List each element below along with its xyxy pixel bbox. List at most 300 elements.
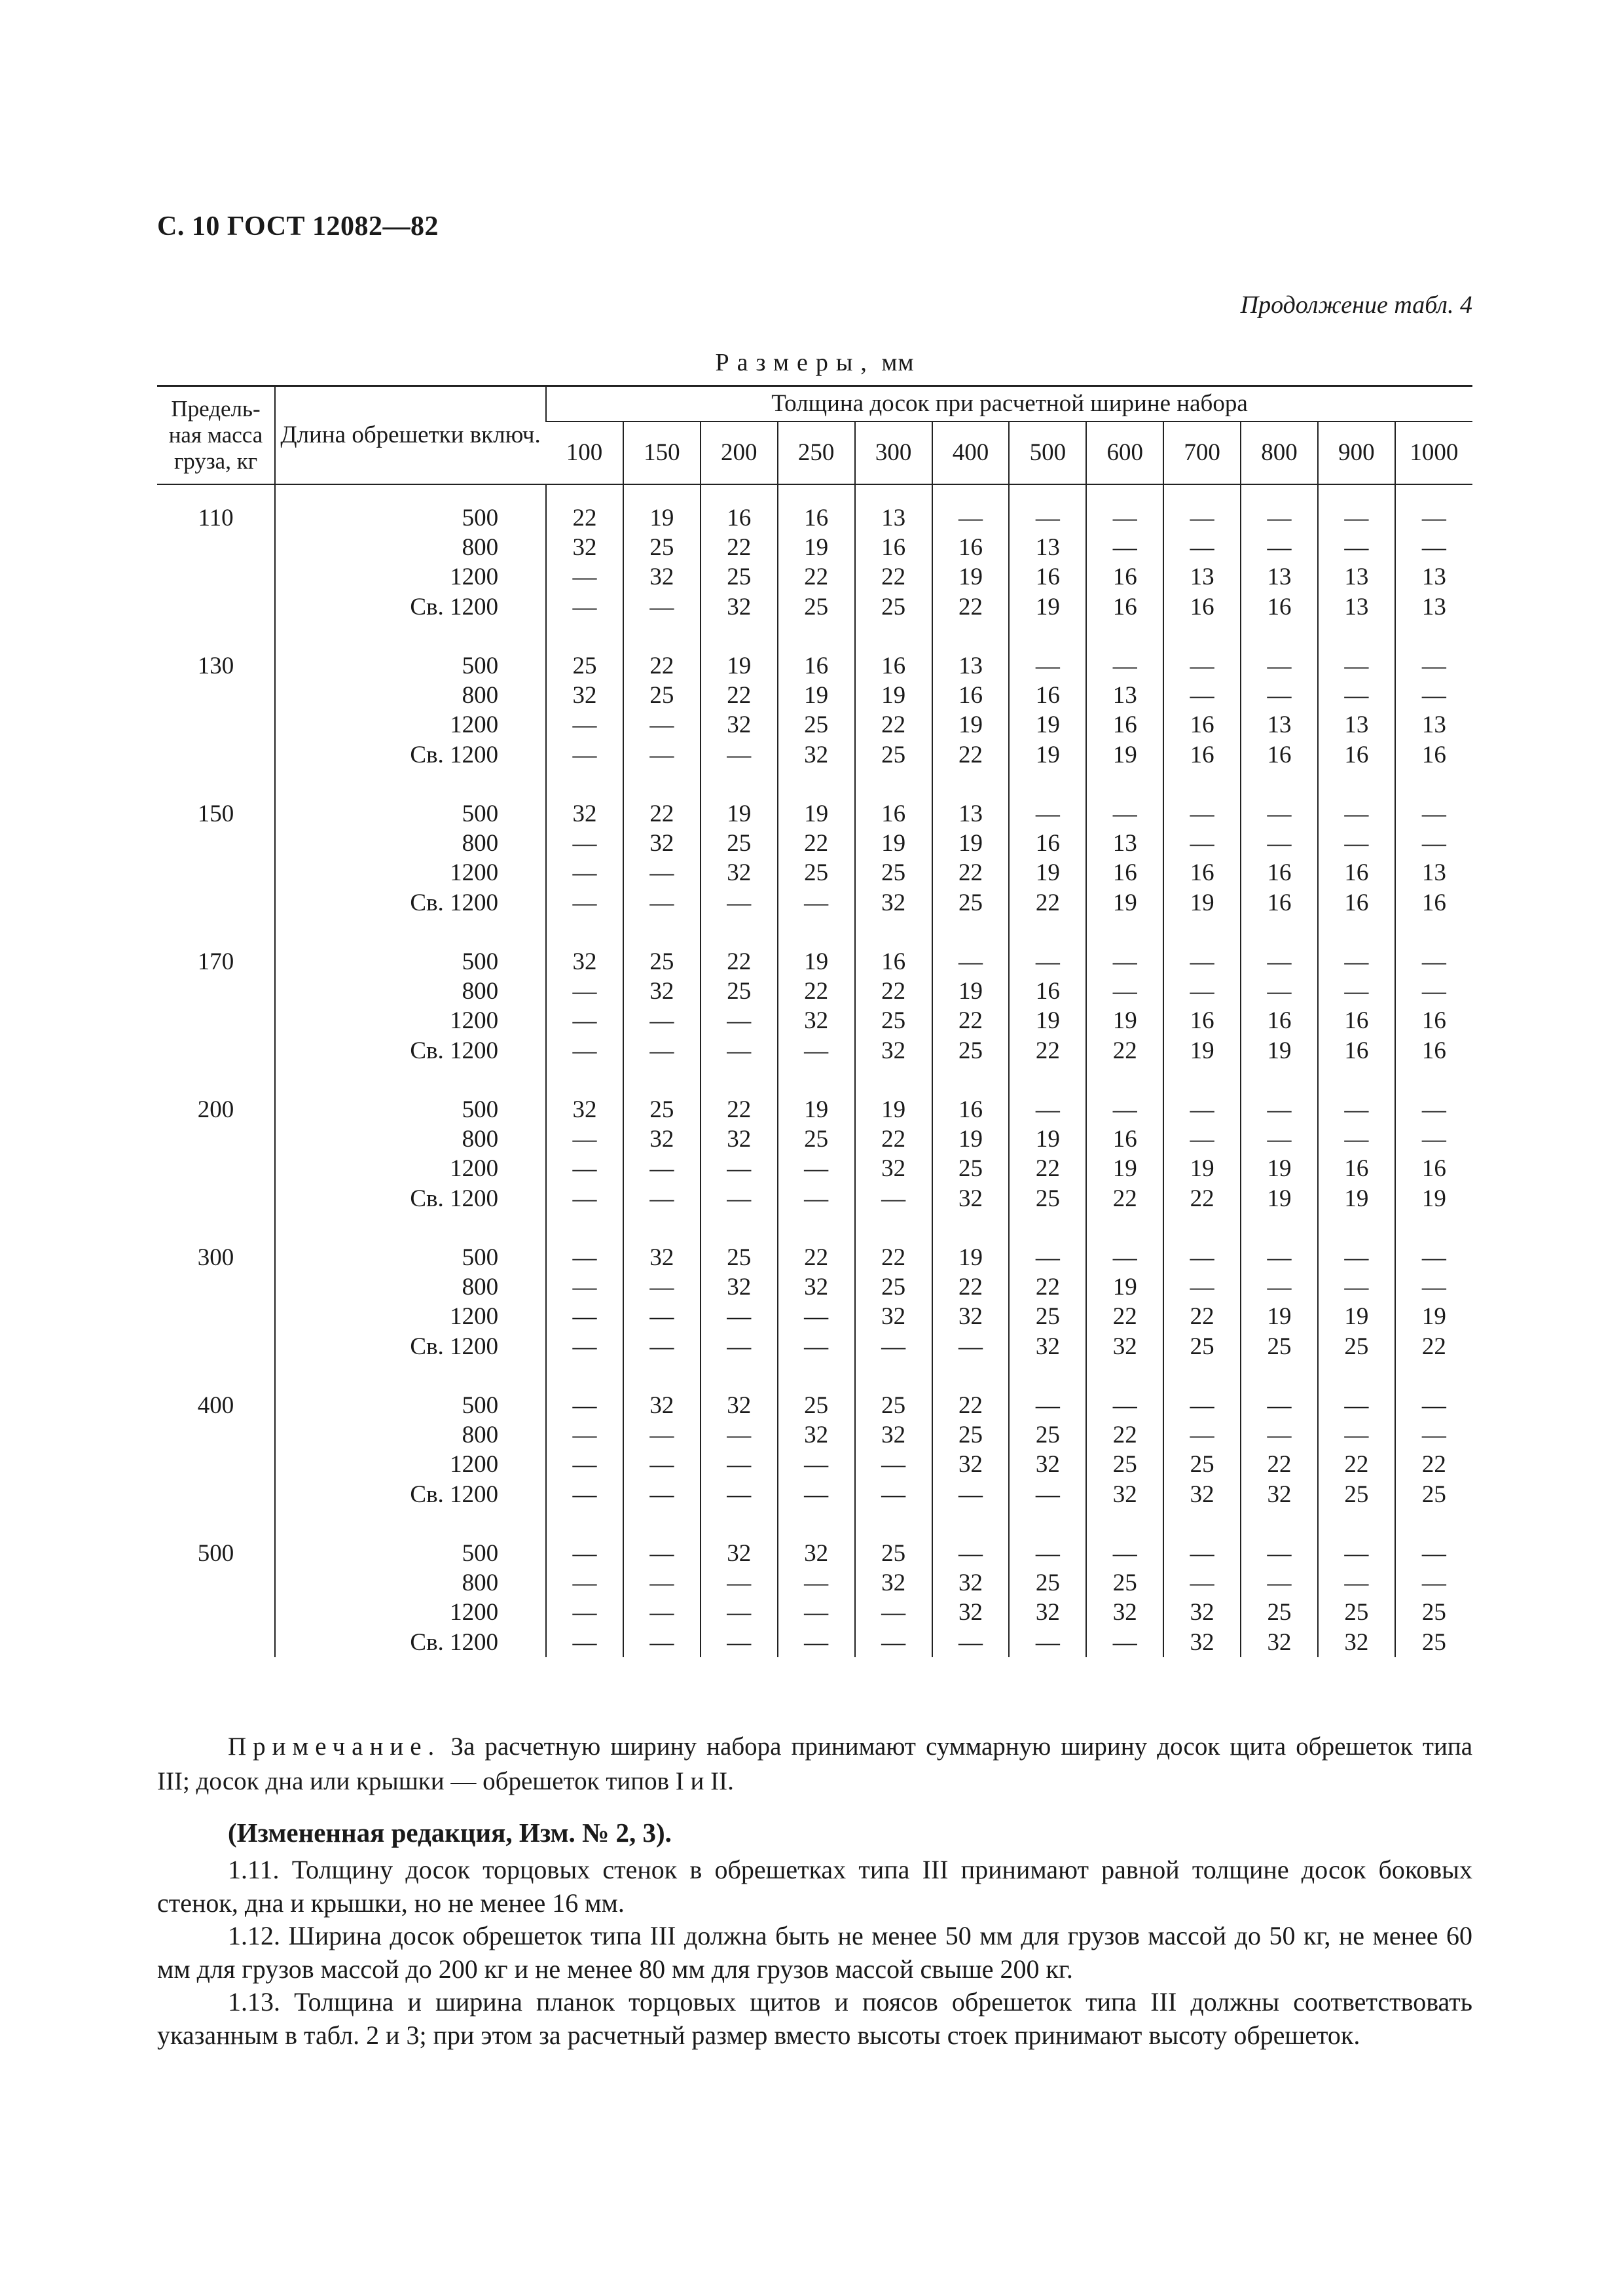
table-row <box>157 1006 1472 1035</box>
thickness-cell: — <box>1009 1243 1086 1272</box>
thickness-cell: 16 <box>1009 829 1086 858</box>
thickness-cell: 16 <box>932 681 1010 710</box>
length-cell: 800 <box>275 977 546 1006</box>
thickness-cell: 25 <box>1009 1302 1086 1331</box>
thickness-cell: — <box>778 1598 855 1627</box>
thickness-cell: 19 <box>932 977 1010 1006</box>
thickness-cell: 13 <box>1318 710 1395 740</box>
header-width-600: 600 <box>1086 422 1163 484</box>
thickness-cell: — <box>701 1568 778 1598</box>
thickness-cell: — <box>623 1450 701 1479</box>
table-row <box>157 1095 1472 1124</box>
thickness-cell: 16 <box>855 651 932 681</box>
thickness-cell: 16 <box>1086 1124 1163 1154</box>
header-length <box>275 386 546 485</box>
table-row <box>157 947 1472 977</box>
thickness-cell: 32 <box>778 1420 855 1450</box>
thickness-cell: — <box>1318 681 1395 710</box>
thickness-cell: — <box>1241 1391 1318 1420</box>
mass-cell <box>157 592 275 622</box>
length-cell: 800 <box>275 681 546 710</box>
thickness-cell: — <box>701 1450 778 1479</box>
thickness-cell: 32 <box>623 1391 701 1420</box>
thickness-cell: — <box>546 592 623 622</box>
thickness-cell: — <box>1009 947 1086 977</box>
thickness-cell: — <box>701 1598 778 1627</box>
mass-cell <box>157 829 275 858</box>
thickness-cell: 25 <box>932 888 1010 918</box>
thickness-cell: — <box>701 1420 778 1450</box>
thickness-cell: — <box>1241 651 1318 681</box>
thickness-cell: 16 <box>778 651 855 681</box>
thickness-cell: — <box>1241 1272 1318 1302</box>
spacer-row <box>157 1509 1472 1539</box>
thickness-cell: — <box>1395 1095 1472 1124</box>
thickness-cell: — <box>778 1628 855 1657</box>
thickness-cell: 25 <box>778 710 855 740</box>
thickness-cell: — <box>1395 1391 1472 1420</box>
thickness-cell: 19 <box>623 503 701 533</box>
thickness-cell: 32 <box>1241 1628 1318 1657</box>
thickness-cell: — <box>546 1302 623 1331</box>
length-cell: 1200 <box>275 1450 546 1479</box>
mass-cell <box>157 1272 275 1302</box>
table-units-label <box>157 348 1472 377</box>
thickness-cell: — <box>1009 799 1086 829</box>
thickness-cell: — <box>1163 681 1241 710</box>
thickness-cell: 22 <box>778 829 855 858</box>
length-cell: Св. 1200 <box>275 1332 546 1361</box>
thickness-cell: 13 <box>1086 829 1163 858</box>
thickness-cell: 19 <box>1086 1154 1163 1183</box>
mass-cell <box>157 1480 275 1509</box>
thickness-cell: 22 <box>546 503 623 533</box>
thickness-cell: — <box>1395 533 1472 562</box>
thickness-cell: 32 <box>701 592 778 622</box>
thickness-cell: — <box>1318 799 1395 829</box>
thickness-cell: — <box>623 1539 701 1568</box>
header-width-800: 800 <box>1241 422 1318 484</box>
spacer-row <box>157 1066 1472 1095</box>
header-width-1000: 1000 <box>1395 422 1472 484</box>
note-label: Примечание. <box>228 1732 441 1761</box>
thickness-cell: 32 <box>701 710 778 740</box>
thickness-cell: 16 <box>855 799 932 829</box>
thickness-cell: 32 <box>701 858 778 888</box>
thickness-cell: — <box>1318 503 1395 533</box>
thickness-cell: 19 <box>1395 1184 1472 1213</box>
length-cell: 1200 <box>275 1598 546 1627</box>
thickness-cell: 16 <box>1395 1154 1472 1183</box>
thickness-cell: — <box>623 1272 701 1302</box>
thickness-cell: 32 <box>1086 1332 1163 1361</box>
mass-cell: 200 <box>197 1096 234 1123</box>
thickness-cell: — <box>546 710 623 740</box>
thickness-cell: 16 <box>1163 740 1241 770</box>
thickness-cell: 19 <box>1395 1302 1472 1331</box>
length-cell: 800 <box>275 829 546 858</box>
thickness-cell: 25 <box>623 533 701 562</box>
spacer-row <box>157 1213 1472 1243</box>
thickness-cell: — <box>1241 533 1318 562</box>
thickness-cell: — <box>1395 829 1472 858</box>
thickness-cell: 19 <box>1163 888 1241 918</box>
thickness-cell: — <box>932 503 1010 533</box>
thickness-cell: — <box>1395 1243 1472 1272</box>
thickness-cell: — <box>1009 1628 1086 1657</box>
thickness-cell: — <box>1163 1272 1241 1302</box>
thickness-cell: 25 <box>1395 1628 1472 1657</box>
thickness-cell: 32 <box>778 1539 855 1568</box>
thickness-cell: 32 <box>1163 1628 1241 1657</box>
length-cell: 500 <box>275 1243 546 1272</box>
thickness-cell: — <box>546 888 623 918</box>
thickness-cell: — <box>546 1154 623 1183</box>
thickness-cell: — <box>1395 651 1472 681</box>
thickness-cell: 16 <box>855 947 932 977</box>
thickness-cell: 32 <box>855 1154 932 1183</box>
thickness-cell: — <box>1241 681 1318 710</box>
thickness-cell: — <box>1395 1420 1472 1450</box>
thickness-cell: 25 <box>1009 1568 1086 1598</box>
table-continuation-label: Продолжение табл. 4 <box>1240 291 1472 319</box>
length-cell: 500 <box>275 1539 546 1568</box>
thickness-cell: 32 <box>1086 1480 1163 1509</box>
thickness-cell: 25 <box>623 681 701 710</box>
thickness-cell: — <box>932 947 1010 977</box>
thickness-cell: — <box>701 740 778 770</box>
thickness-cell: 16 <box>1318 1154 1395 1183</box>
thickness-cell: 19 <box>1086 888 1163 918</box>
thickness-cell: 13 <box>1241 562 1318 592</box>
thickness-cell: 16 <box>1086 710 1163 740</box>
length-cell: 500 <box>275 503 546 533</box>
thickness-cell: — <box>701 1154 778 1183</box>
thickness-cell: 22 <box>1163 1184 1241 1213</box>
thickness-cell: 25 <box>778 858 855 888</box>
thickness-cell: 16 <box>1163 858 1241 888</box>
mass-cell <box>157 740 275 770</box>
thickness-cell: 25 <box>1241 1332 1318 1361</box>
thickness-cell: 19 <box>701 651 778 681</box>
table-row <box>157 740 1472 770</box>
thickness-cell: — <box>855 1450 932 1479</box>
thickness-cell: 13 <box>1241 710 1318 740</box>
length-cell: Св. 1200 <box>275 740 546 770</box>
thickness-cell: 22 <box>701 681 778 710</box>
thickness-cell: 13 <box>1163 562 1241 592</box>
header-width-300: 300 <box>855 422 932 484</box>
thickness-cell: 32 <box>855 888 932 918</box>
length-cell: 500 <box>275 799 546 829</box>
mass-cell <box>157 562 275 592</box>
thickness-cell: 13 <box>1395 592 1472 622</box>
thickness-cell: 32 <box>546 681 623 710</box>
thickness-cell: 22 <box>932 1006 1010 1035</box>
thickness-cell: — <box>778 1154 855 1183</box>
thickness-cell: 32 <box>778 1272 855 1302</box>
mass-cell: 400 <box>197 1392 234 1419</box>
thickness-cell: 32 <box>1009 1332 1086 1361</box>
thickness-cell: 22 <box>932 1391 1010 1420</box>
thickness-cell: 32 <box>623 1243 701 1272</box>
thickness-cell: 13 <box>1395 858 1472 888</box>
thickness-cell: 25 <box>1318 1480 1395 1509</box>
thickness-cell: — <box>546 1036 623 1066</box>
thickness-cell: — <box>932 1480 1010 1509</box>
thickness-cell: 22 <box>778 977 855 1006</box>
thickness-cell: — <box>1318 1243 1395 1272</box>
thickness-cell: 16 <box>1086 858 1163 888</box>
thickness-cell: 32 <box>1318 1628 1395 1657</box>
thickness-cell: — <box>546 1124 623 1154</box>
thickness-cell: — <box>546 1420 623 1450</box>
mass-cell <box>157 858 275 888</box>
thickness-cell: 25 <box>623 947 701 977</box>
thickness-cell: — <box>1395 1539 1472 1568</box>
thickness-cell: — <box>1395 799 1472 829</box>
thickness-cell: — <box>778 1036 855 1066</box>
thickness-cell: — <box>546 1332 623 1361</box>
thickness-cell: 32 <box>1009 1450 1086 1479</box>
thickness-cell: 32 <box>546 799 623 829</box>
thickness-cell: 25 <box>855 1272 932 1302</box>
thickness-cell: 19 <box>932 1243 1010 1272</box>
thickness-cell: — <box>1241 1568 1318 1598</box>
mass-cell: 110 <box>198 505 234 531</box>
thickness-cell: 13 <box>1086 681 1163 710</box>
thickness-cell: 22 <box>1009 1154 1086 1183</box>
thickness-cell: — <box>1086 947 1163 977</box>
thickness-cell: 19 <box>1009 858 1086 888</box>
length-cell: 1200 <box>275 1302 546 1331</box>
table-row <box>157 1302 1472 1331</box>
thickness-cell: 25 <box>1395 1598 1472 1627</box>
header-length-text: Длина обрешетки включ. <box>280 421 541 448</box>
thickness-cell: — <box>1241 977 1318 1006</box>
mass-cell <box>157 1450 275 1479</box>
thickness-cell: — <box>546 858 623 888</box>
thickness-cell: 22 <box>623 799 701 829</box>
thickness-cell: — <box>1241 799 1318 829</box>
length-cell: 1200 <box>275 1006 546 1035</box>
thickness-cell: 25 <box>546 651 623 681</box>
thickness-cell: 32 <box>855 1568 932 1598</box>
thickness-cell: 19 <box>855 681 932 710</box>
thickness-cell: 25 <box>1086 1568 1163 1598</box>
thickness-cell: 19 <box>1009 710 1086 740</box>
thickness-cell: 16 <box>932 533 1010 562</box>
thickness-cell: 16 <box>1163 1006 1241 1035</box>
table-row <box>157 1332 1472 1361</box>
thickness-cell: 32 <box>932 1598 1010 1627</box>
thickness-cell: 25 <box>1318 1598 1395 1627</box>
thickness-cell: — <box>1009 1539 1086 1568</box>
sizes-word: Размеры, <box>715 349 875 376</box>
thickness-cell: 22 <box>855 977 932 1006</box>
thickness-cell: 22 <box>1009 888 1086 918</box>
thickness-cell: — <box>1395 503 1472 533</box>
thickness-cell: — <box>623 1184 701 1213</box>
thickness-cell: 19 <box>1318 1302 1395 1331</box>
mass-cell: 130 <box>197 653 234 679</box>
thickness-cell: — <box>546 740 623 770</box>
thickness-cell: — <box>778 1332 855 1361</box>
thickness-cell: 32 <box>623 977 701 1006</box>
thickness-table <box>157 385 1472 1657</box>
thickness-cell: 16 <box>1163 592 1241 622</box>
thickness-cell: 25 <box>1009 1184 1086 1213</box>
thickness-cell: 25 <box>701 977 778 1006</box>
thickness-cell: 16 <box>1241 592 1318 622</box>
table-row <box>157 829 1472 858</box>
thickness-cell: 16 <box>1009 977 1086 1006</box>
thickness-cell: 25 <box>701 1243 778 1272</box>
thickness-cell: 32 <box>1086 1598 1163 1627</box>
thickness-cell: — <box>623 1302 701 1331</box>
table-row <box>157 977 1472 1006</box>
thickness-cell: 25 <box>1395 1480 1472 1509</box>
table-row <box>157 710 1472 740</box>
length-cell: 1200 <box>275 858 546 888</box>
page-header: С. 10 ГОСТ 12082—82 <box>157 211 439 242</box>
thickness-cell: 16 <box>1241 858 1318 888</box>
thickness-cell: — <box>1086 533 1163 562</box>
thickness-cell: — <box>1318 1420 1395 1450</box>
mass-cell <box>157 1036 275 1066</box>
length-cell: Св. 1200 <box>275 592 546 622</box>
amendment-note: (Измененная редакция, Изм. № 2, 3). <box>228 1818 672 1848</box>
thickness-cell: — <box>1163 651 1241 681</box>
table-row <box>157 1124 1472 1154</box>
thickness-cell: — <box>855 1480 932 1509</box>
thickness-cell: 19 <box>855 1095 932 1124</box>
length-cell: 500 <box>275 1095 546 1124</box>
thickness-cell: 22 <box>701 533 778 562</box>
thickness-cell: 32 <box>1163 1480 1241 1509</box>
mass-cell <box>157 710 275 740</box>
thickness-cell: 22 <box>932 592 1010 622</box>
thickness-cell: — <box>1163 1243 1241 1272</box>
thickness-cell: 16 <box>1241 888 1318 918</box>
thickness-cell: — <box>1395 977 1472 1006</box>
thickness-cell: 13 <box>932 799 1010 829</box>
thickness-cell: — <box>623 1598 701 1627</box>
thickness-cell: — <box>623 1154 701 1183</box>
thickness-cell: 16 <box>1318 740 1395 770</box>
thickness-cell: 16 <box>1318 888 1395 918</box>
thickness-cell: — <box>546 1243 623 1272</box>
thickness-cell: — <box>546 1539 623 1568</box>
thickness-cell: — <box>1086 1628 1163 1657</box>
thickness-cell: 16 <box>1318 858 1395 888</box>
thickness-cell: 19 <box>932 562 1010 592</box>
thickness-cell: — <box>623 888 701 918</box>
thickness-cell: — <box>1318 651 1395 681</box>
thickness-cell: — <box>1086 1539 1163 1568</box>
thickness-cell: 22 <box>1395 1450 1472 1479</box>
table-row <box>157 681 1472 710</box>
thickness-cell: 22 <box>932 1272 1010 1302</box>
length-cell: 1200 <box>275 710 546 740</box>
table-row <box>157 503 1472 533</box>
paragraph-1-13: 1.13. Толщина и ширина планок торцовых щитов и поясов обрешеток типа III должны соответствовать указанным в табл. 2 и 3; при этом за расчетный размер вместо высоты стоек принимают высоту обрешеток. <box>157 1987 1472 2050</box>
thickness-cell: — <box>1163 1124 1241 1154</box>
length-cell: Св. 1200 <box>275 1036 546 1066</box>
table-row <box>157 1598 1472 1627</box>
thickness-cell: — <box>546 1272 623 1302</box>
length-cell: 500 <box>275 1391 546 1420</box>
header-width-100: 100 <box>566 439 603 466</box>
thickness-cell: — <box>1163 533 1241 562</box>
spacer-row <box>157 622 1472 651</box>
thickness-cell: — <box>701 1302 778 1331</box>
mass-cell: 170 <box>197 948 234 975</box>
thickness-cell: 32 <box>1163 1598 1241 1627</box>
table-row <box>157 1628 1472 1657</box>
thickness-cell: 16 <box>1241 1006 1318 1035</box>
table-row <box>157 799 1472 829</box>
thickness-cell: — <box>546 1628 623 1657</box>
table-row <box>157 592 1472 622</box>
thickness-cell: — <box>778 1184 855 1213</box>
thickness-cell: 32 <box>778 1006 855 1035</box>
thickness-cell: 25 <box>1009 1420 1086 1450</box>
thickness-cell: — <box>546 977 623 1006</box>
mass-cell <box>157 1568 275 1598</box>
thickness-cell: 25 <box>855 858 932 888</box>
thickness-cell: — <box>701 1332 778 1361</box>
thickness-cell: 16 <box>1163 710 1241 740</box>
thickness-cell: — <box>623 740 701 770</box>
length-cell: Св. 1200 <box>275 1480 546 1509</box>
length-cell: 800 <box>275 1420 546 1450</box>
thickness-cell: 19 <box>1241 1184 1318 1213</box>
mass-cell <box>157 1154 275 1183</box>
header-width-900: 900 <box>1318 422 1395 484</box>
thickness-cell: 25 <box>932 1420 1010 1450</box>
thickness-cell: 19 <box>1241 1302 1318 1331</box>
thickness-cell: 32 <box>623 562 701 592</box>
thickness-cell: 25 <box>1318 1332 1395 1361</box>
thickness-cell: 32 <box>701 1272 778 1302</box>
thickness-cell: — <box>1241 503 1318 533</box>
thickness-cell: 19 <box>1086 740 1163 770</box>
mass-cell <box>157 533 275 562</box>
thickness-cell: — <box>1395 1124 1472 1154</box>
table-row <box>157 1154 1472 1183</box>
thickness-cell: — <box>1318 1539 1395 1568</box>
length-cell: 500 <box>275 947 546 977</box>
thickness-cell: — <box>1163 799 1241 829</box>
thickness-cell: — <box>1318 977 1395 1006</box>
thickness-cell: 19 <box>701 799 778 829</box>
header-width-400: 400 <box>932 422 1010 484</box>
thickness-cell: — <box>1163 947 1241 977</box>
header-width-200: 200 <box>701 422 778 484</box>
thickness-cell: 32 <box>546 533 623 562</box>
mass-cell <box>157 1184 275 1213</box>
thickness-cell: 19 <box>1241 1154 1318 1183</box>
table-note <box>157 1729 1472 1799</box>
thickness-cell: — <box>701 1480 778 1509</box>
thickness-cell: — <box>546 1568 623 1598</box>
header-width-500: 500 <box>1009 422 1086 484</box>
thickness-cell: 25 <box>855 592 932 622</box>
thickness-cell: — <box>623 1036 701 1066</box>
thickness-cell: 19 <box>1009 592 1086 622</box>
thickness-cell: — <box>1318 1124 1395 1154</box>
